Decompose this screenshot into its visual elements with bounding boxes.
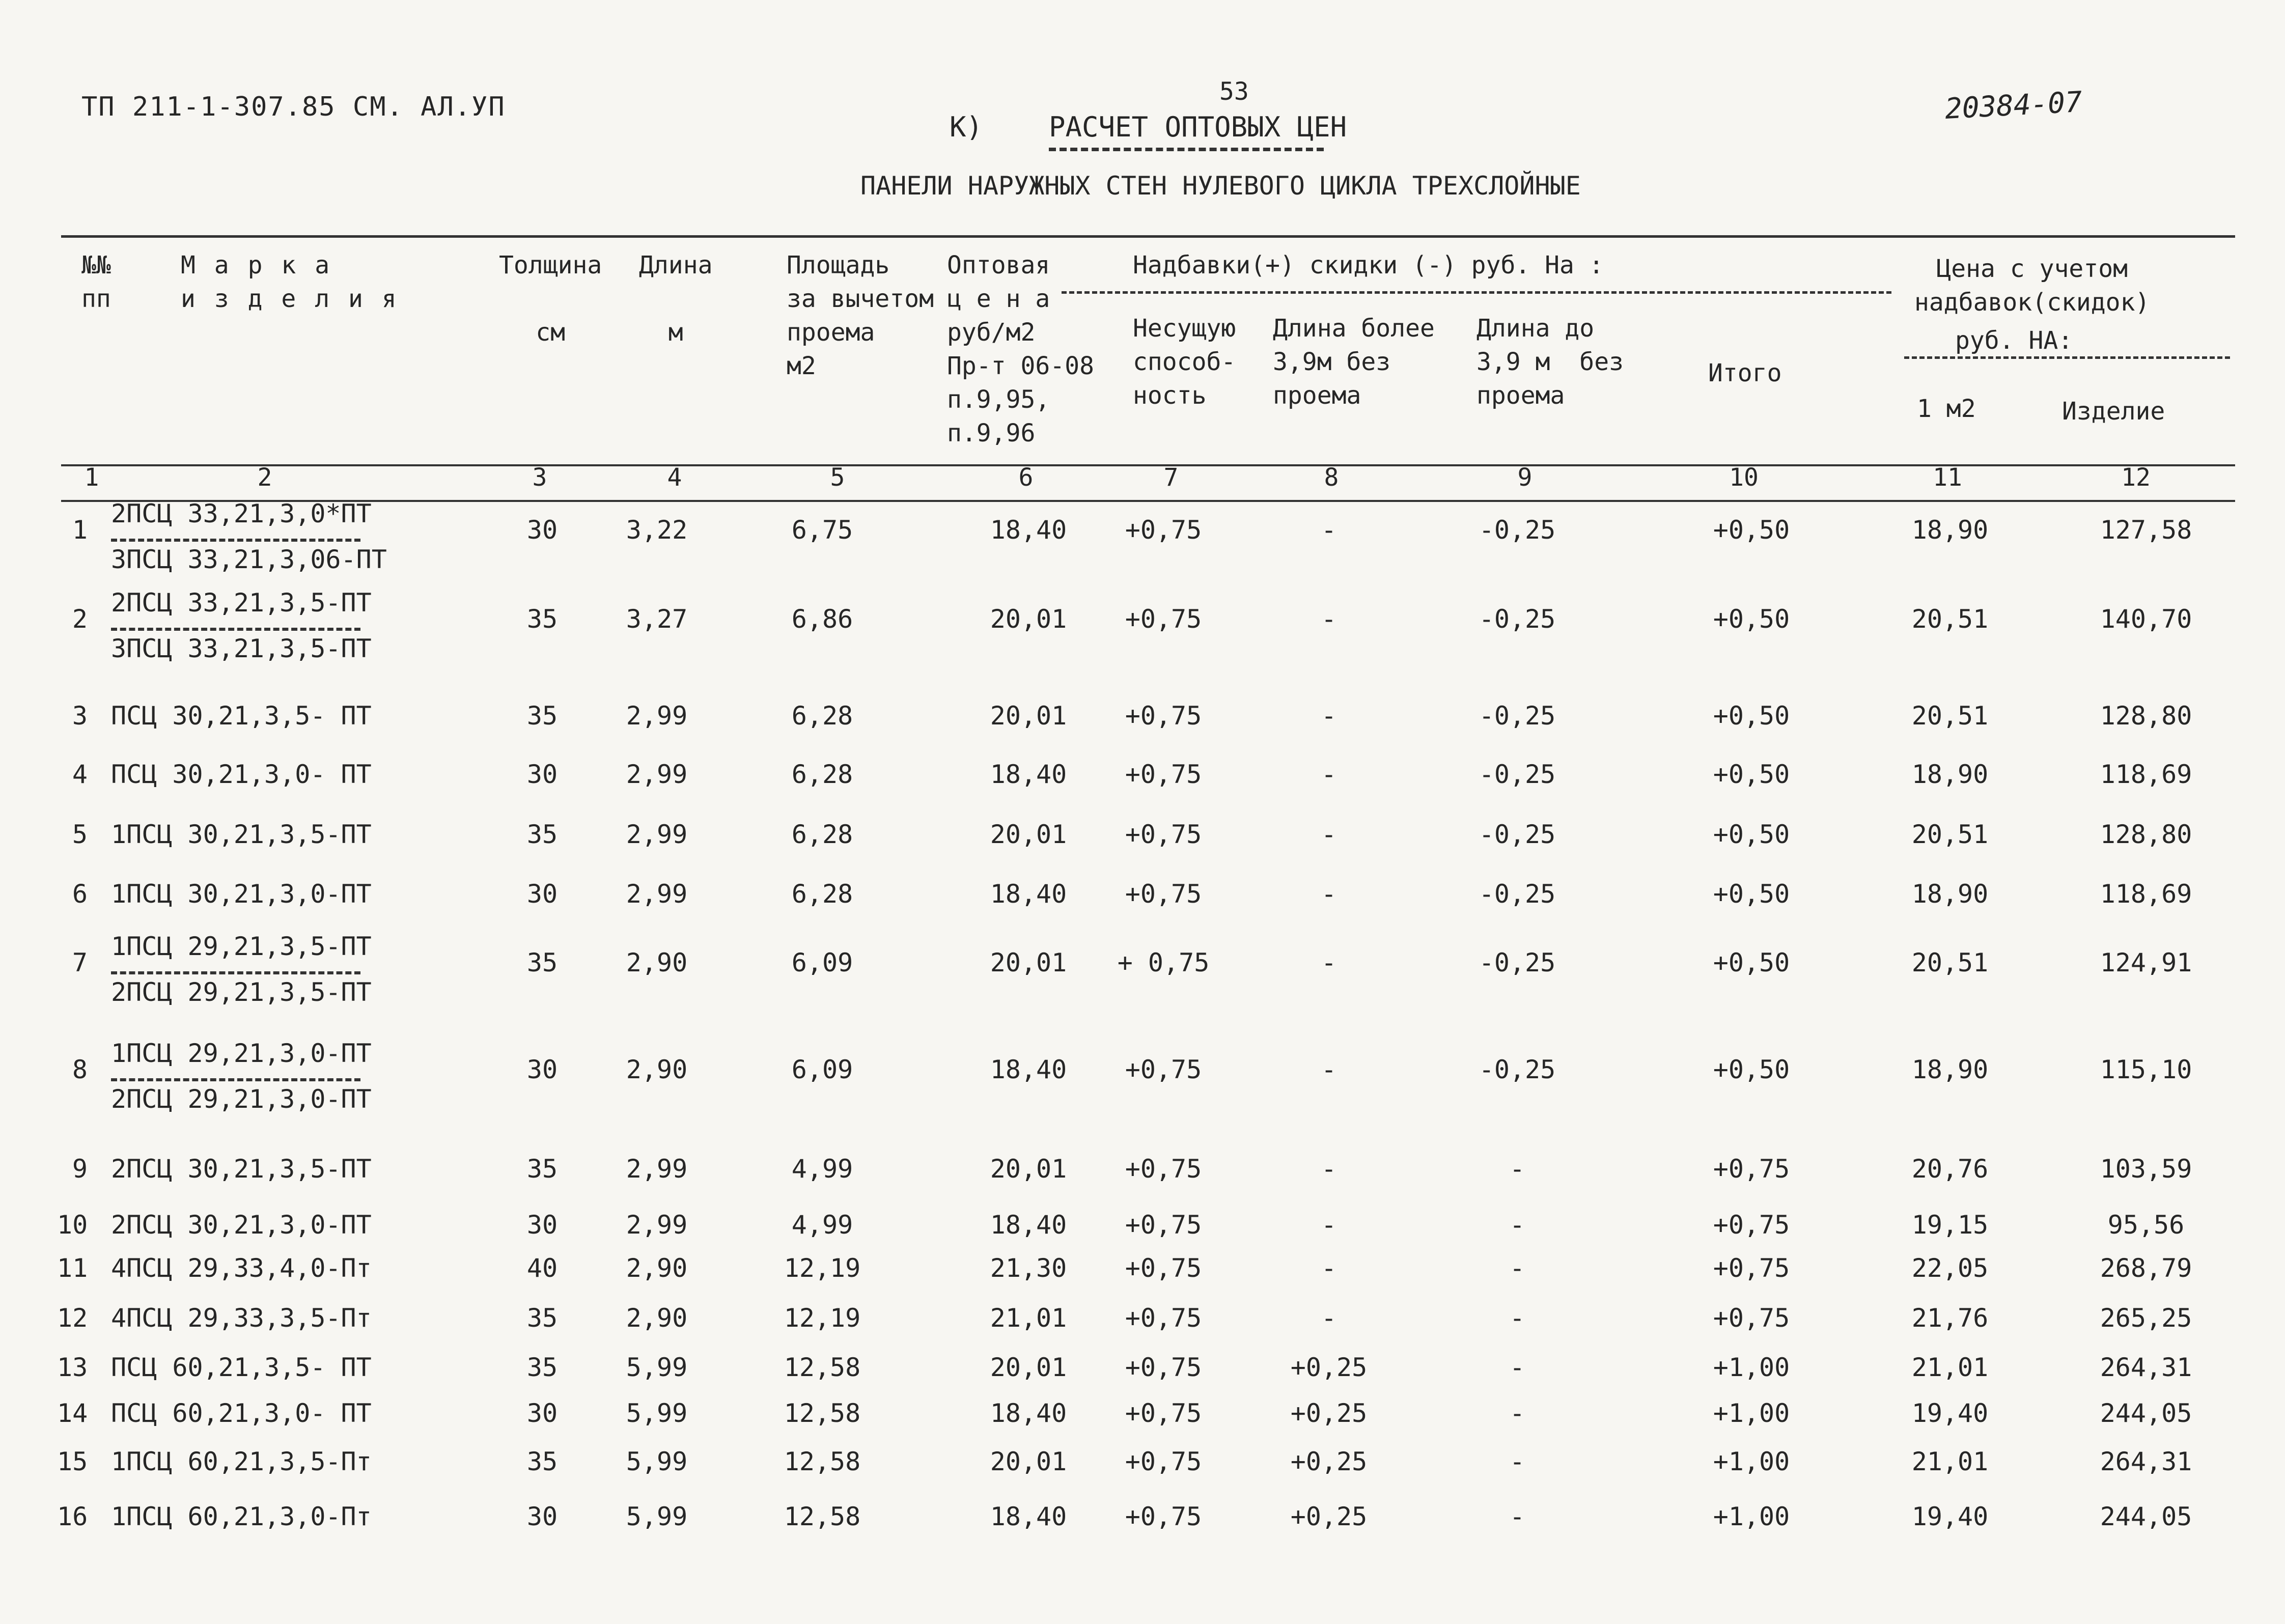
row-number: 12 — [57, 1303, 88, 1333]
length-over-cell: +0,25 — [1290, 1502, 1368, 1531]
product-mark: 4ПСЦ 29,33,4,0-Пт — [111, 1253, 372, 1283]
bearing-markup-cell: +0,75 — [1125, 515, 1202, 545]
product-mark: 2ПСЦ 33,21,3,5-ПТ — [111, 588, 372, 618]
area-cell: 12,58 — [784, 1447, 861, 1476]
length-under-cell: -0,25 — [1479, 1055, 1556, 1084]
price-per-m2-cell: 18,90 — [1911, 1055, 1989, 1084]
column-number: 3 — [532, 463, 547, 492]
thickness-cell: 30 — [526, 1398, 558, 1428]
product-mark: ПСЦ 60,21,3,0- ПТ — [111, 1398, 372, 1428]
bearing-markup-cell: +0,75 — [1125, 1253, 1202, 1283]
price-per-item-cell: 264,31 — [2100, 1353, 2192, 1382]
area-cell: 6,28 — [791, 760, 853, 789]
price-per-item-cell: 115,10 — [2100, 1055, 2192, 1084]
price-per-item-cell: 118,69 — [2100, 879, 2192, 909]
column-number-rule — [61, 500, 2235, 502]
section-letter: К) — [950, 111, 983, 143]
length-cell: 5,99 — [626, 1353, 688, 1382]
mark-separator — [111, 628, 360, 631]
bearing-markup-cell: +0,75 — [1125, 1353, 1202, 1382]
length-cell: 2,90 — [626, 1253, 688, 1283]
header-wholesale-price: Оптовая ц е н а руб/м2 Пр-т 06-08 п.9,95, п.9,96 — [947, 251, 1094, 447]
thickness-cell: 35 — [526, 604, 558, 634]
thickness-cell: 30 — [526, 879, 558, 909]
area-cell: 6,28 — [791, 820, 853, 849]
total-adjustment-cell: +0,75 — [1713, 1210, 1790, 1240]
price-per-m2-cell: 20,51 — [1911, 820, 1989, 849]
page-subtitle: ПАНЕЛИ НАРУЖНЫХ СТЕН НУЛЕВОГО ЦИКЛА ТРЕХСЛОЙНЫЕ — [860, 171, 1581, 201]
header-price-unit: руб. НА: — [1955, 326, 2073, 355]
price-cell: 20,01 — [990, 1353, 1067, 1382]
column-number: 9 — [1517, 463, 1532, 492]
bearing-markup-cell: +0,75 — [1125, 820, 1202, 849]
header-price-per-item: Изделие — [2062, 397, 2165, 426]
header-price-per-m2: 1 м2 — [1917, 395, 1976, 423]
product-mark: ПСЦ 30,21,3,5- ПТ — [111, 701, 372, 731]
price-per-item-cell: 244,05 — [2100, 1502, 2192, 1531]
table-top-rule — [61, 235, 2235, 238]
total-adjustment-cell: +0,50 — [1713, 701, 1790, 731]
price-cell: 20,01 — [990, 701, 1067, 731]
length-under-cell: -0,25 — [1479, 515, 1556, 545]
length-cell: 2,90 — [626, 1055, 688, 1084]
length-under-cell: -0,25 — [1479, 760, 1556, 789]
price-per-m2-cell: 20,76 — [1911, 1154, 1989, 1184]
length-cell: 2,99 — [626, 879, 688, 909]
price-per-item-cell: 264,31 — [2100, 1447, 2192, 1476]
row-number: 11 — [57, 1253, 88, 1283]
header-number: №№ пп — [81, 251, 111, 313]
row-number: 15 — [57, 1447, 88, 1476]
total-adjustment-cell: +0,75 — [1713, 1253, 1790, 1283]
header-length: Длина м — [639, 251, 713, 347]
page-title: РАСЧЕТ ОПТОВЫХ ЦЕН — [1049, 111, 1347, 143]
product-mark: 1ПСЦ 29,21,3,5-ПТ — [111, 932, 372, 961]
product-mark: 4ПСЦ 29,33,3,5-Пт — [111, 1303, 372, 1333]
length-over-cell: - — [1321, 1055, 1337, 1084]
product-mark: 1ПСЦ 30,21,3,5-ПТ — [111, 820, 372, 849]
total-adjustment-cell: +0,75 — [1713, 1154, 1790, 1184]
area-cell: 12,58 — [784, 1398, 861, 1428]
price-per-item-cell: 118,69 — [2100, 760, 2192, 789]
length-under-cell: - — [1509, 1353, 1525, 1382]
area-cell: 6,28 — [791, 701, 853, 731]
price-cell: 20,01 — [990, 1154, 1067, 1184]
length-over-cell: - — [1321, 760, 1337, 789]
product-mark-alt: 3ПСЦ 33,21,3,5-ПТ — [111, 634, 372, 663]
header-bearing-capacity: Несущую способ- ность — [1133, 314, 1236, 410]
row-number: 4 — [72, 760, 88, 789]
header-length-over: Длина более 3,9м без проема — [1273, 314, 1435, 410]
bearing-markup-cell: +0,75 — [1125, 604, 1202, 634]
bearing-markup-cell: +0,75 — [1125, 1502, 1202, 1531]
product-mark: 2ПСЦ 30,21,3,0-ПТ — [111, 1210, 372, 1240]
price-per-m2-cell: 21,01 — [1911, 1353, 1989, 1382]
row-number: 8 — [72, 1055, 88, 1084]
thickness-cell: 35 — [526, 948, 558, 977]
price-per-m2-cell: 18,90 — [1911, 760, 1989, 789]
length-over-cell: - — [1321, 820, 1337, 849]
row-number: 16 — [57, 1502, 88, 1531]
product-mark: 2ПСЦ 33,21,3,0*ПТ — [111, 499, 372, 528]
price-per-m2-cell: 19,40 — [1911, 1398, 1989, 1428]
thickness-cell: 35 — [526, 701, 558, 731]
header-total: Итого — [1708, 359, 1782, 387]
mark-separator — [111, 1078, 360, 1081]
product-mark-alt: 2ПСЦ 29,21,3,5-ПТ — [111, 977, 372, 1007]
total-adjustment-cell: +0,50 — [1713, 760, 1790, 789]
length-cell: 5,99 — [626, 1502, 688, 1531]
price-cell: 18,40 — [990, 1055, 1067, 1084]
area-cell: 6,75 — [791, 515, 853, 545]
adjustments-group-rule — [1062, 291, 1891, 294]
total-adjustment-cell: +0,50 — [1713, 820, 1790, 849]
length-cell: 2,90 — [626, 1303, 688, 1333]
bearing-markup-cell: +0,75 — [1125, 1154, 1202, 1184]
length-under-cell: - — [1509, 1210, 1525, 1240]
price-group-rule — [1904, 356, 2230, 359]
price-cell: 18,40 — [990, 515, 1067, 545]
price-cell: 21,30 — [990, 1253, 1067, 1283]
length-cell: 2,99 — [626, 760, 688, 789]
column-number: 12 — [2121, 463, 2151, 492]
price-per-item-cell: 124,91 — [2100, 948, 2192, 977]
price-cell: 20,01 — [990, 948, 1067, 977]
header-thickness: Толщина см — [499, 251, 602, 347]
bearing-markup-cell: +0,75 — [1125, 1398, 1202, 1428]
product-mark: 1ПСЦ 60,21,3,5-Пт — [111, 1447, 372, 1476]
bearing-markup-cell: +0,75 — [1125, 1210, 1202, 1240]
area-cell: 6,09 — [791, 1055, 853, 1084]
total-adjustment-cell: +0,50 — [1713, 1055, 1790, 1084]
length-over-cell: - — [1321, 1303, 1337, 1333]
price-per-item-cell: 265,25 — [2100, 1303, 2192, 1333]
area-cell: 4,99 — [791, 1154, 853, 1184]
length-under-cell: - — [1509, 1398, 1525, 1428]
product-mark: 1ПСЦ 60,21,3,0-Пт — [111, 1502, 372, 1531]
price-per-m2-cell: 22,05 — [1911, 1253, 1989, 1283]
length-cell: 2,99 — [626, 1210, 688, 1240]
price-cell: 18,40 — [990, 1210, 1067, 1240]
area-cell: 12,58 — [784, 1353, 861, 1382]
thickness-cell: 35 — [526, 1154, 558, 1184]
thickness-cell: 30 — [526, 1210, 558, 1240]
price-per-m2-cell: 18,90 — [1911, 515, 1989, 545]
length-cell: 2,99 — [626, 701, 688, 731]
row-number: 3 — [72, 701, 88, 731]
length-cell: 5,99 — [626, 1398, 688, 1428]
price-per-item-cell: 128,80 — [2100, 820, 2192, 849]
length-under-cell: -0,25 — [1479, 701, 1556, 731]
thickness-cell: 30 — [526, 1055, 558, 1084]
column-number: 1 — [84, 463, 99, 492]
thickness-cell: 30 — [526, 515, 558, 545]
length-over-cell: - — [1321, 948, 1337, 977]
column-number: 5 — [830, 463, 845, 492]
row-number: 13 — [57, 1353, 88, 1382]
length-over-cell: +0,25 — [1290, 1353, 1368, 1382]
length-under-cell: - — [1509, 1502, 1525, 1531]
column-number: 6 — [1018, 463, 1034, 492]
length-under-cell: - — [1509, 1253, 1525, 1283]
bearing-markup-cell: +0,75 — [1125, 1055, 1202, 1084]
price-per-m2-cell: 21,76 — [1911, 1303, 1989, 1333]
price-per-m2-cell: 19,40 — [1911, 1502, 1989, 1531]
area-cell: 4,99 — [791, 1210, 853, 1240]
price-per-item-cell: 268,79 — [2100, 1253, 2192, 1283]
row-number: 5 — [72, 820, 88, 849]
length-over-cell: +0,25 — [1290, 1398, 1368, 1428]
length-cell: 3,27 — [626, 604, 688, 634]
page-number: 53 — [1219, 77, 1249, 106]
length-cell: 3,22 — [626, 515, 688, 545]
column-number: 7 — [1163, 463, 1179, 492]
product-mark: ПСЦ 60,21,3,5- ПТ — [111, 1353, 372, 1382]
price-per-m2-cell: 18,90 — [1911, 879, 1989, 909]
total-adjustment-cell: +0,50 — [1713, 948, 1790, 977]
bearing-markup-cell: +0,75 — [1125, 879, 1202, 909]
length-over-cell: - — [1321, 604, 1337, 634]
length-under-cell: - — [1509, 1154, 1525, 1184]
thickness-cell: 30 — [526, 760, 558, 789]
price-per-m2-cell: 20,51 — [1911, 604, 1989, 634]
row-number: 1 — [72, 515, 88, 545]
price-per-m2-cell: 19,15 — [1911, 1210, 1989, 1240]
product-mark: 1ПСЦ 29,21,3,0-ПТ — [111, 1039, 372, 1068]
length-over-cell: - — [1321, 1253, 1337, 1283]
product-mark-alt: 2ПСЦ 29,21,3,0-ПТ — [111, 1084, 372, 1114]
column-number: 4 — [667, 463, 682, 492]
length-under-cell: - — [1509, 1303, 1525, 1333]
price-cell: 20,01 — [990, 820, 1067, 849]
row-number: 7 — [72, 948, 88, 977]
price-per-item-cell: 127,58 — [2100, 515, 2192, 545]
length-over-cell: - — [1321, 515, 1337, 545]
length-cell: 2,99 — [626, 820, 688, 849]
price-cell: 18,40 — [990, 879, 1067, 909]
row-number: 6 — [72, 879, 88, 909]
archive-number: 20384-07 — [1944, 85, 2083, 126]
column-number: 11 — [1933, 463, 1962, 492]
total-adjustment-cell: +0,50 — [1713, 604, 1790, 634]
area-cell: 6,28 — [791, 879, 853, 909]
length-over-cell: +0,25 — [1290, 1447, 1368, 1476]
price-cell: 20,01 — [990, 604, 1067, 634]
thickness-cell: 30 — [526, 1502, 558, 1531]
product-mark: ПСЦ 30,21,3,0- ПТ — [111, 760, 372, 789]
area-cell: 6,09 — [791, 948, 853, 977]
row-number: 9 — [72, 1154, 88, 1184]
price-per-m2-cell: 20,51 — [1911, 701, 1989, 731]
price-per-item-cell: 128,80 — [2100, 701, 2192, 731]
total-adjustment-cell: +1,00 — [1713, 1398, 1790, 1428]
price-per-item-cell: 95,56 — [2107, 1210, 2185, 1240]
bearing-markup-cell: + 0,75 — [1117, 948, 1210, 977]
length-cell: 5,99 — [626, 1447, 688, 1476]
length-over-cell: - — [1321, 1154, 1337, 1184]
area-cell: 12,19 — [784, 1303, 861, 1333]
area-cell: 6,86 — [791, 604, 853, 634]
bearing-markup-cell: +0,75 — [1125, 1303, 1202, 1333]
header-length-under: Длина до 3,9 м без проема — [1476, 314, 1624, 410]
total-adjustment-cell: +0,50 — [1713, 879, 1790, 909]
bearing-markup-cell: +0,75 — [1125, 760, 1202, 789]
length-over-cell: - — [1321, 1210, 1337, 1240]
price-per-m2-cell: 21,01 — [1911, 1447, 1989, 1476]
price-cell: 18,40 — [990, 1502, 1067, 1531]
bearing-markup-cell: +0,75 — [1125, 1447, 1202, 1476]
area-cell: 12,19 — [784, 1253, 861, 1283]
header-adjustments-group: Надбавки(+) скидки (-) руб. На : — [1133, 251, 1604, 279]
column-number: 2 — [257, 463, 272, 492]
length-cell: 2,90 — [626, 948, 688, 977]
row-number: 10 — [57, 1210, 88, 1240]
price-per-m2-cell: 20,51 — [1911, 948, 1989, 977]
thickness-cell: 35 — [526, 1447, 558, 1476]
length-over-cell: - — [1321, 879, 1337, 909]
length-under-cell: -0,25 — [1479, 604, 1556, 634]
column-number: 8 — [1324, 463, 1339, 492]
price-cell: 18,40 — [990, 760, 1067, 789]
length-under-cell: -0,25 — [1479, 948, 1556, 977]
bearing-markup-cell: +0,75 — [1125, 701, 1202, 731]
area-cell: 12,58 — [784, 1502, 861, 1531]
total-adjustment-cell: +1,00 — [1713, 1353, 1790, 1382]
total-adjustment-cell: +1,00 — [1713, 1502, 1790, 1531]
document-reference: ТП 211-1-307.85 СМ. АЛ.УП — [81, 92, 506, 122]
column-number: 10 — [1729, 463, 1759, 492]
length-over-cell: - — [1321, 701, 1337, 731]
row-number: 2 — [72, 604, 88, 634]
row-number: 14 — [57, 1398, 88, 1428]
header-area: Площадь за вычетом проема м2 — [787, 251, 934, 380]
price-per-item-cell: 244,05 — [2100, 1398, 2192, 1428]
price-cell: 18,40 — [990, 1398, 1067, 1428]
header-mark: М а р к а и з д е л и я — [181, 251, 399, 313]
thickness-cell: 35 — [526, 1353, 558, 1382]
mark-separator — [111, 539, 360, 542]
price-per-item-cell: 103,59 — [2100, 1154, 2192, 1184]
thickness-cell: 40 — [526, 1253, 558, 1283]
length-under-cell: -0,25 — [1479, 879, 1556, 909]
product-mark-alt: 3ПСЦ 33,21,3,06-ПТ — [111, 545, 387, 574]
length-under-cell: - — [1509, 1447, 1525, 1476]
thickness-cell: 35 — [526, 1303, 558, 1333]
price-cell: 21,01 — [990, 1303, 1067, 1333]
product-mark: 1ПСЦ 30,21,3,0-ПТ — [111, 879, 372, 909]
mark-separator — [111, 971, 360, 974]
thickness-cell: 35 — [526, 820, 558, 849]
total-adjustment-cell: +0,50 — [1713, 515, 1790, 545]
product-mark: 2ПСЦ 30,21,3,5-ПТ — [111, 1154, 372, 1184]
header-price-group: Цена с учетом надбавок(скидок) — [1914, 255, 2150, 317]
title-underline — [1049, 148, 1324, 151]
total-adjustment-cell: +0,75 — [1713, 1303, 1790, 1333]
price-cell: 20,01 — [990, 1447, 1067, 1476]
length-under-cell: -0,25 — [1479, 820, 1556, 849]
length-cell: 2,99 — [626, 1154, 688, 1184]
total-adjustment-cell: +1,00 — [1713, 1447, 1790, 1476]
price-per-item-cell: 140,70 — [2100, 604, 2192, 634]
